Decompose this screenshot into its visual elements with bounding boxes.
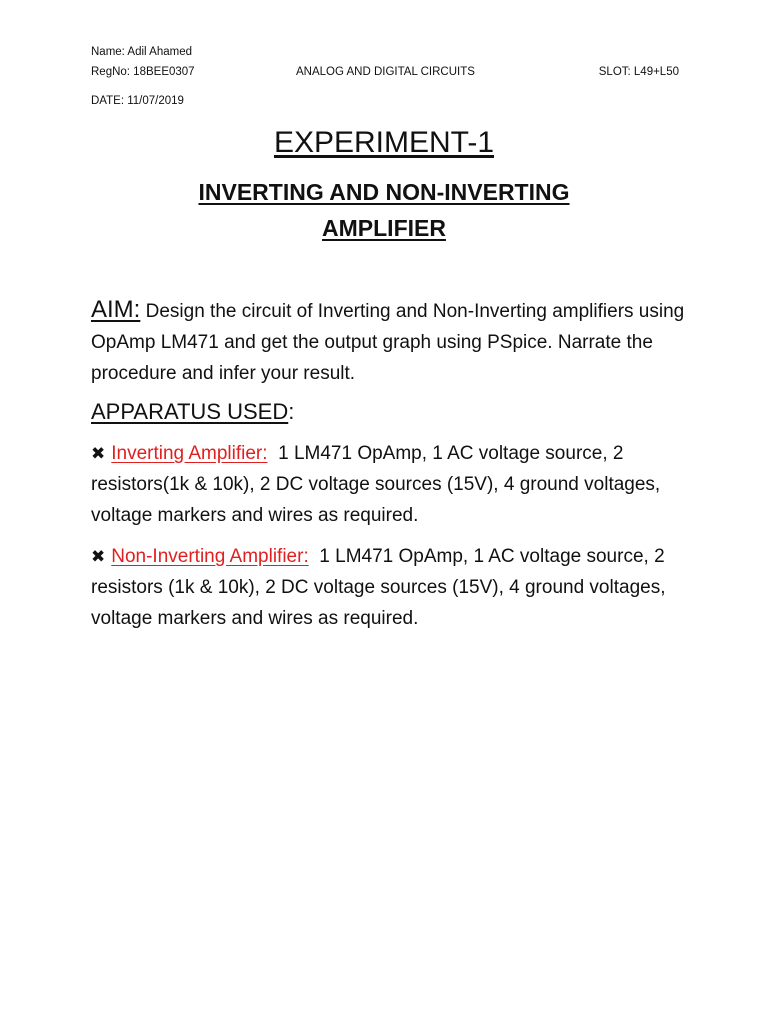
- registration-number: RegNo: 18BEE0307: [91, 66, 195, 78]
- aim-paragraph: [91, 294, 691, 389]
- apparatus-heading-colon: :: [288, 399, 295, 424]
- aim-label: AIM:: [91, 296, 141, 323]
- item-label-inverting: Inverting Amplifier:: [111, 443, 268, 464]
- apparatus-item-inverting: [91, 438, 691, 531]
- student-name: Name: Adil Ahamed: [91, 46, 193, 58]
- apparatus-heading: [91, 396, 294, 428]
- aim-text: Design the circuit of Inverting and Non-Inverting amplifiers using OpAmp LM471 and get the output graph using PSpice. Narrate the procedure and infer your result.: [91, 301, 685, 384]
- apparatus-item-non-inverting: [91, 541, 691, 634]
- date: DATE: 11/07/2019: [91, 95, 184, 107]
- item-text-non-inverting: 1 LM471 OpAmp, 1 AC voltage source, 2 resistors (1k & 10k), 2 DC voltage sources (15V), 4 ground voltages, voltage markers and wires as required.: [91, 546, 671, 629]
- item-label-non-inverting: Non-Inverting Amplifier:: [111, 546, 309, 567]
- cross-bullet-icon: ✖: [91, 444, 106, 463]
- course-name: ANALOG AND DIGITAL CIRCUITS: [296, 66, 475, 78]
- page-title: EXPERIMENT-1: [273, 126, 495, 159]
- cross-bullet-icon: ✖: [91, 547, 106, 566]
- slot-info: SLOT: L49+L50: [598, 66, 679, 78]
- item-text-inverting: 1 LM471 OpAmp, 1 AC voltage source, 2 resistors(1k & 10k), 2 DC voltage sources (15V), 4 ground voltages, voltage markers and wires as required.: [91, 443, 666, 526]
- page-subtitle: [0, 174, 768, 246]
- subtitle-line-1: INVERTING AND NON-INVERTING: [198, 179, 570, 205]
- subtitle-line-2: AMPLIFIER: [322, 215, 446, 241]
- apparatus-heading-label: APPARATUS USED: [91, 399, 289, 424]
